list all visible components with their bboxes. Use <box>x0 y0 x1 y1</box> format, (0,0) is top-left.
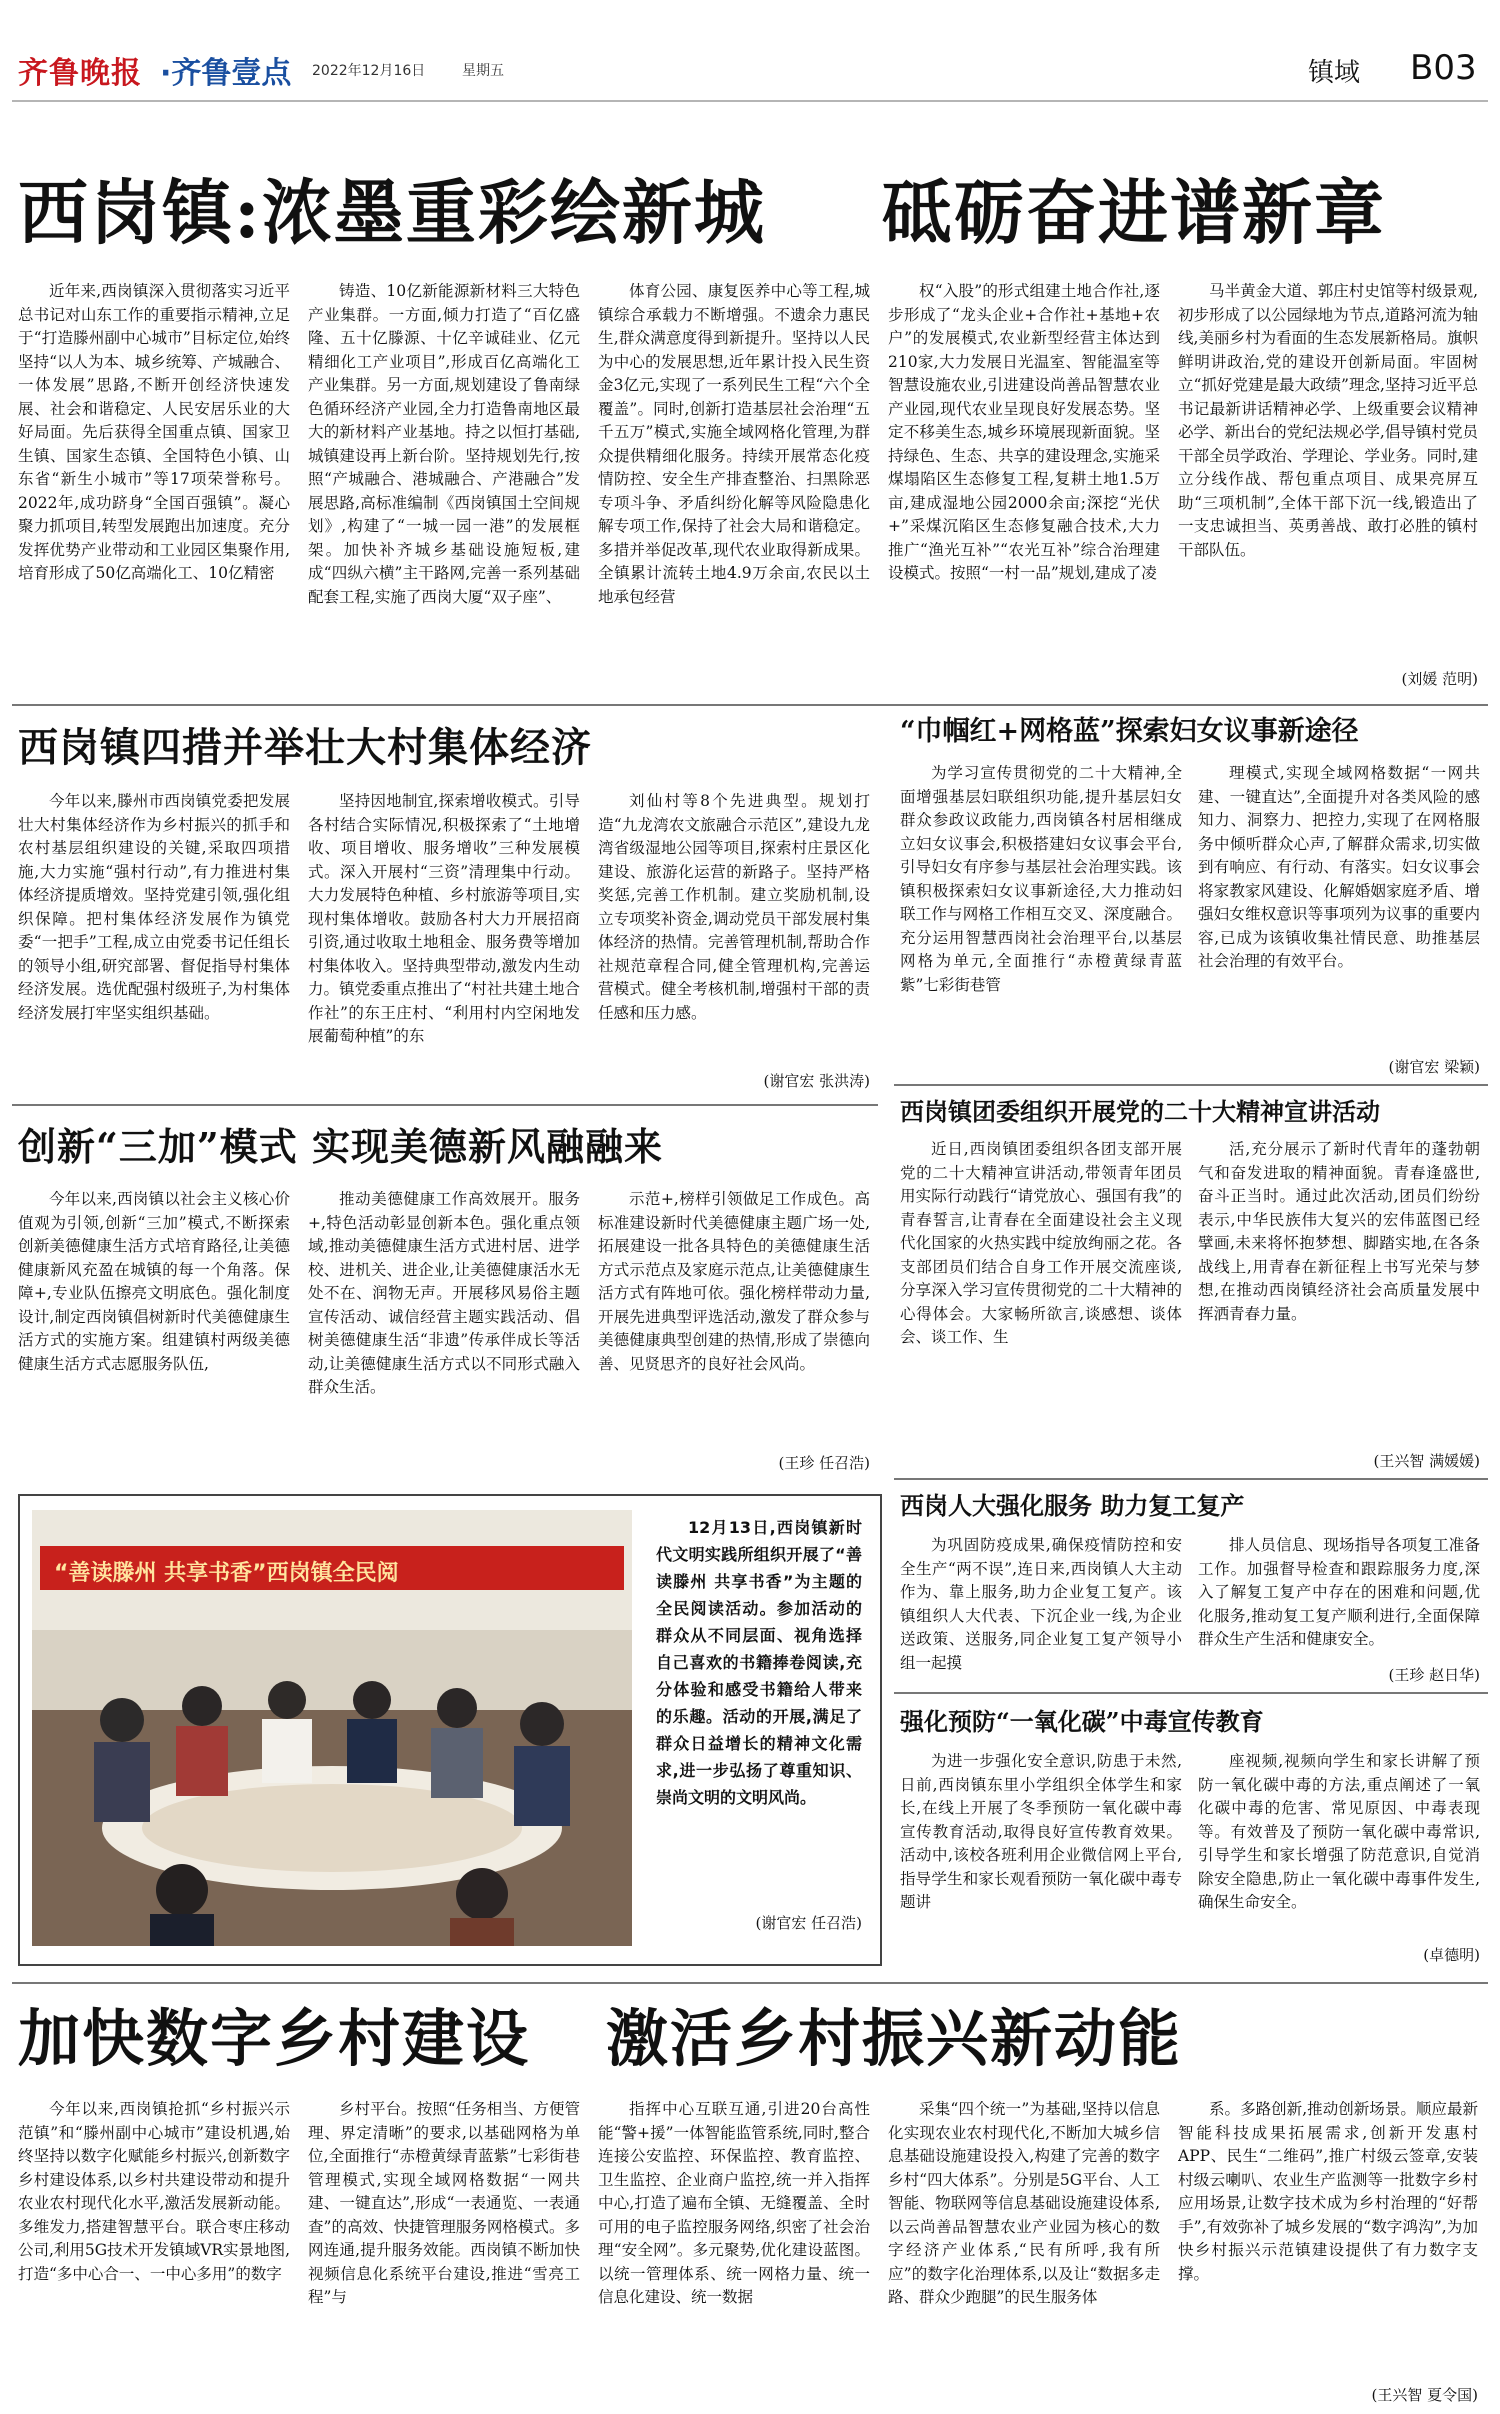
reading-event-photo <box>32 1510 632 1946</box>
co-byline: (卓德明) <box>1423 1946 1480 1964</box>
lead-byline: (刘媛 范明) <box>1401 670 1478 688</box>
divider <box>894 1084 1488 1086</box>
youth-byline: (王兴智 满媛媛) <box>1373 1452 1480 1470</box>
village-headline: 西岗镇四措并举壮大村集体经济 <box>18 724 592 771</box>
sub-brand-logo: ·齐鲁壹点 <box>160 56 292 91</box>
photo-caption: 12月13日,西岗镇新时代文明实践所组织开展了“善读滕州 共享书香”为主题的全民阅读活动。参加活动的群众从不同层面、视角选择自己喜欢的书籍捧卷阅读,充分体验和感受书籍给人带来的乐趣。活动的开展,满足了群众日益增长的精神文化需求,进一步弘扬了尊重知识、崇尚文明的文明风尚。 <box>656 1518 862 1807</box>
sanjia-column-2: 推动美德健康工作高效展开。服务+,特色活动彰显创新本色。强化重点领域,推动美德健康生活方式进村居、进学校、进机关、进企业,让美德健康活水无处不在、润物无声。开展移风易俗主题宣传活动、诚信经营主题实践活动、倡树美德健康生活“非遗”传承伴成长等活动,让美德健康生活方式以不同形式融入群众生活。 <box>308 1190 580 1396</box>
women-column-1: 为学习宣传贯彻党的二十大精神,全面增强基层妇联组织功能,提升基层妇女群众参政议政能力,西岗镇各村居相继成立妇女议事会,积极搭建妇女议事会平台,引导妇女有序参与基层社会治理实践。该镇积极探索妇女议事新途径,大力推动妇联工作与网格工作相互交叉、深度融合。充分运用智慧西岗社会治理平台,以基层网格为单元,全面推行“赤橙黄绿青蓝紫”七彩街巷管 <box>900 764 1182 994</box>
issue-weekday: 星期五 <box>462 63 504 79</box>
divider <box>894 1478 1488 1480</box>
sanjia-byline: (王珍 任召浩) <box>778 1454 870 1472</box>
lead-column-4: 权“入股”的形式组建土地合作社,逐步形成了“龙头企业+合作社+基地+农户”的发展模式,农业新型经营主体达到210家,大力发展日光温室、智能温室等智慧设施农业,引进建设尚善品智慧农业产业园,现代农业呈现良好发展态势。坚定不移美生态,城乡环境展现新面貌。坚持绿色、生态、共享的建设理念,实施采煤塌陷区生态修复工程,复耕土地1.5万亩,建成湿地公园2000余亩;深挖“光伏+”采煤沉陷区生态修复融合技术,大力推广“渔光互补”“农光互补”综合治理建设模式。按照“一村一品”规划,建成了凌 <box>888 282 1160 582</box>
npc-column-1: 为巩固防疫成果,确保疫情防控和安全生产“两不误”,连日来,西岗镇人大主动作为、靠上服务,助力企业复工复产。该镇组织人大代表、下沉企业一线,为企业送政策、送服务,同企业复工复产领导小组一起摸 <box>900 1536 1182 1672</box>
photo-box <box>18 1494 882 1966</box>
digital-byline: (王兴智 夏令国) <box>1371 2386 1478 2404</box>
youth-headline: 西岗镇团委组织开展党的二十大精神宣讲活动 <box>900 1097 1380 1126</box>
lead-column-1: 近年来,西岗镇深入贯彻落实习近平总书记对山东工作的重要指示精神,立足于“打造滕州副中心城市”目标定位,始终坚持“以人为本、城乡统筹、产城融合、一体发展”思路,不断开创经济快速发展、社会和谐稳定、人民安居乐业的大好局面。先后获得全国重点镇、国家卫生镇、国家生态镇、全国特色小镇、山东省“新生小城市”等17项荣誉称号。2022年,成功跻身“全国百强镇”。凝心聚力抓项目,转型发展跑出加速度。充分发挥优势产业带动和工业园区集聚作用,培育形成了50亿高端化工、10亿精密 <box>18 282 290 582</box>
village-column-1: 今年以来,滕州市西岗镇党委把发展壮大村集体经济作为乡村振兴的抓手和农村基层组织建设的关键,采取四项措施,大力实施“强村行动”,有力推进村集体经济提质增效。坚持党建引领,强化组织保障。把村集体经济发展作为镇党委“一把手”工程,成立由党委书记任组长的领导小组,研究部署、督促指导村集体经济发展。选优配强村级班子,为村集体经济发展打牢坚实组织基础。 <box>18 792 290 1022</box>
sanjia-column-3: 示范+,榜样引领做足工作成色。高标准建设新时代美德健康主题广场一处,拓展建设一批各具特色的美德健康生活方式示范点及家庭示范点,让美德健康生活方式有阵地可依。强化榜样带动力量,开展先进典型评选活动,激发了群众参与美德健康典型创建的热情,形成了崇德向善、见贤思齐的良好社会风尚。 <box>598 1190 870 1373</box>
npc-column-2: 排人员信息、现场指导各项复工准备工作。加强督导检查和跟踪服务力度,深入了解复工复产中存在的困难和问题,优化服务,推动复工复产顺利进行,全面保障群众生产生活和健康安全。 <box>1198 1536 1480 1648</box>
divider <box>12 1982 1488 1984</box>
digital-column-2: 乡村平台。按照“任务相当、方便管理、界定清晰”的要求,以基础网格为单位,全面推行“赤橙黄绿青蓝紫”七彩街巷管理模式,实现全域网格数据“一网共建、一键直达”,形成“一表通览、一表通查”的高效、快捷管理服务网格模式。多网连通,提升服务效能。西岗镇不断加快视频信息化系统平台建设,推进“雪亮工程”与 <box>308 2100 580 2306</box>
paper-logo: 齐鲁晚报 <box>18 56 142 91</box>
photo-byline: (谢官宏 任召浩) <box>755 1914 862 1932</box>
digital-column-5: 系。多路创新,推动创新场景。顺应最新智能科技成果拓展需求,创新开发惠村APP、民生“二维码”,推广村级云签章,安装村级云喇叭、农业生产监测等一批数字乡村应用场景,让数字技术成为乡村治理的“好帮手”,有效弥补了城乡发展的“数字鸿沟”,为加快乡村振兴示范镇建设提供了有力数字支撑。 <box>1178 2100 1478 2283</box>
digital-headline-b: 激活乡村振兴新动能 <box>606 2002 1183 2075</box>
section-name: 镇域 <box>1308 58 1361 88</box>
divider <box>894 1692 1488 1694</box>
village-column-2: 坚持因地制宜,探索增收模式。引导各村结合实际情况,积极探索了“土地增收、项目增收、服务增收”三种发展模式。深入开展村“三资”清理集中行动。大力发展特色种植、乡村旅游等项目,实现村集体增收。鼓励各村大力开展招商引资,通过收取土地租金、服务费等增加村集体收入。坚持典型带动,激发内生动力。镇党委重点推出了“村社共建土地合作社”的东王庄村、“利用村内空闲地发展葡萄种植”的东 <box>308 792 580 1045</box>
page-number: B03 <box>1410 48 1477 88</box>
divider <box>12 704 1488 706</box>
digital-headline-a: 加快数字乡村建设 <box>18 2002 531 2075</box>
lead-headline-a: 西岗镇:浓墨重彩绘新城 <box>18 171 766 254</box>
masthead-divider <box>12 100 1488 102</box>
youth-column-1: 近日,西岗镇团委组织各团支部开展党的二十大精神宣讲活动,带领青年团员用实际行动践行“请党放心、强国有我”的青春誓言,让青春在全面建设社会主义现代化国家的火热实践中绽放绚丽之花。各支部团员们结合自身工作开展交流座谈,分享深入学习宣传贯彻党的二十大精神的心得体会。大家畅所欲言,谈感想、谈体会、谈工作、生 <box>900 1140 1182 1346</box>
co-headline: 强化预防“一氧化碳”中毒宣传教育 <box>900 1707 1264 1736</box>
village-column-3: 刘仙村等8个先进典型。规划打造“九龙湾农文旅融合示范区”,建设九龙湾省级湿地公园等项目,探索村庄景区化建设、旅游化运营的新路子。坚持严格奖惩,完善工作机制。建立奖励机制,设立专项奖补资金,调动党员干部发展村集体经济的热情。完善管理机制,帮助合作社规范章程合同,健全管理机构,完善运营模式。健全考核机制,增强村干部的责任感和压力感。 <box>598 792 870 1022</box>
lead-headline-b: 砥砺奋进谱新章 <box>882 171 1386 254</box>
digital-column-4: 采集“四个统一”为基础,坚持以信息化实现农业农村现代化,不断加大城乡信息基础设施建设投入,构建了完善的数字乡村“四大体系”。分别是5G平台、人工智能、物联网等信息基础设施建设体系,以云尚善品智慧农业产业园为核心的数字经济产业体系,“民有所呼,我有所应”的数字化治理体系,以及让“数据多走路、群众少跑腿”的民生服务体 <box>888 2100 1160 2306</box>
lead-column-3: 体育公园、康复医养中心等工程,城镇综合承载力不断增强。不遗余力惠民生,群众满意度得到新提升。坚持以人民为中心的发展思想,近年累计投入民生资金3亿元,实现了一系列民生工程“六个全覆盖”。同时,创新打造基层社会治理“五千五万”模式,实施全域网格化管理,为群众提供精细化服务。持续开展常态化疫情防控、安全生产排查整治、扫黑除恶专项斗争、矛盾纠纷化解等风险隐患化解专项工作,保持了社会大局和谐稳定。多措并举促改革,现代农业取得新成果。全镇累计流转土地4.9万余亩,农民以土地承包经营 <box>598 282 870 606</box>
lead-column-5: 马半黄金大道、郭庄村史馆等村级景观,初步形成了以公园绿地为节点,道路河流为轴线,美丽乡村为看面的生态发展新格局。旗帜鲜明讲政治,党的建设开创新局面。牢固树立“抓好党建是最大政绩”理念,坚持习近平总书记最新讲话精神必学、上级重要会议精神必学、新出台的党纪法规必学,倡导镇村党员干部全员学政治、学理论、学业务。同时,建立分线作战、帮包重点项目、成果亮屏互助“三项机制”,全体干部下沉一线,锻造出了一支忠诚担当、英勇善战、敢打必胜的镇村干部队伍。 <box>1178 282 1478 559</box>
sanjia-headline: 创新“三加”模式 实现美德新风融融来 <box>18 1124 663 1169</box>
divider <box>12 1104 878 1106</box>
co-column-1: 为进一步强化安全意识,防患于未然,日前,西岗镇东里小学组织全体学生和家长,在线上开展了冬季预防一氧化碳中毒宣传教育活动,取得良好宣传教育效果。活动中,该校各班利用企业微信网上平台,指导学生和家长观看预防一氧化碳中毒专题讲 <box>900 1752 1182 1911</box>
youth-column-2: 活,充分展示了新时代青年的蓬勃朝气和奋发进取的精神面貌。青春逢盛世,奋斗正当时。通过此次活动,团员们纷纷表示,中华民族伟大复兴的宏伟蓝图已经擘画,未来将怀抱梦想、脚踏实地,在各条战线上,用青春在新征程上书写光荣与梦想,在推动西岗镇经济社会高质量发展中挥洒青春力量。 <box>1198 1140 1480 1323</box>
sanjia-column-1: 今年以来,西岗镇以社会主义核心价值观为引领,创新“三加”模式,不断探索创新美德健康生活方式培育路径,让美德健康新风充盈在城镇的每一个角落。保障+,专业队伍擦亮文明底色。强化制度设计,制定西岗镇倡树新时代美德健康生活方式的实施方案。组建镇村两级美德健康生活方式志愿服务队伍, <box>18 1190 290 1373</box>
village-byline: (谢官宏 张洪涛) <box>763 1072 870 1090</box>
co-column-2: 座视频,视频向学生和家长讲解了预防一氧化碳中毒的方法,重点阐述了一氧化碳中毒的危害、常见原因、中毒表现等。有效普及了预防一氧化碳中毒常识,引导学生和家长增强了防范意识,自觉消除安全隐患,防止一氧化碳中毒事件发生,确保生命安全。 <box>1198 1752 1480 1911</box>
lead-column-2: 铸造、10亿新能源新材料三大特色产业集群。一方面,倾力打造了“百亿盛隆、五十亿滕源、十亿辛诚硅业、亿元精细化工产业项目”,形成百亿高端化工产业集群。另一方面,规划建设了鲁南绿色循环经济产业园,全力打造鲁南地区最大的新材料产业基地。持之以恒打基础,城镇建设再上新台阶。坚持规划先行,按照“产城融合、港城融合、产港融合”发展思路,高标准编制《西岗镇国土空间规划》,构建了“一城一园一港”的发展框架。加快补齐城乡基础设施短板,建成“四纵六横”主干路网,完善一系列基础配套工程,实施了西岗大厦“双子座”、 <box>308 282 580 606</box>
women-headline: “巾帼红+网格蓝”探索妇女议事新途径 <box>900 716 1359 747</box>
npc-byline: (王珍 赵日华) <box>1388 1666 1480 1684</box>
women-column-2: 理模式,实现全域网格数据“一网共建、一键直达”,全面提升对各类风险的感知力、洞察力、把控力,实现了在网格服务中倾听群众心声,了解群众需求,切实做到有响应、有行动、有落实。妇女议事会将家教家风建设、化解婚姻家庭矛盾、增强妇女维权意识等事项列为议事的重要内容,已成为该镇收集社情民意、助推基层社会治理的有效平台。 <box>1198 764 1480 970</box>
women-byline: (谢官宏 梁颖) <box>1388 1058 1480 1076</box>
npc-headline: 西岗人大强化服务 助力复工复产 <box>900 1491 1245 1520</box>
masthead <box>0 0 1500 140</box>
photo-banner-text: “善读滕州 共享书香”西岗镇全民阅 <box>54 1561 399 1586</box>
digital-column-1: 今年以来,西岗镇抢抓“乡村振兴示范镇”和“滕州副中心城市”建设机遇,始终坚持以数字化赋能乡村振兴,创新数字乡村建设体系,以乡村共建设带动和提升农业农村现代化水平,激活发展新动能。多维发力,搭建智慧平台。联合枣庄移动公司,利用5G技术开发镇域VR实景地图,打造“多中心合一、一中心多用”的数字 <box>18 2100 290 2283</box>
digital-column-3: 指挥中心互联互通,引进20台高性能“警+援”一体智能监管系统,同时,整合连接公安监控、环保监控、教育监控、卫生监控、企业商户监控,统一并入指挥中心,打造了遍布全镇、无缝覆盖、全时可用的电子监控服务网络,织密了社会治理“安全网”。多元聚势,优化建设蓝图。以统一管理体系、统一网格力量、统一信息化建设、统一数据 <box>598 2100 870 2306</box>
issue-date: 2022年12月16日 <box>312 63 426 79</box>
